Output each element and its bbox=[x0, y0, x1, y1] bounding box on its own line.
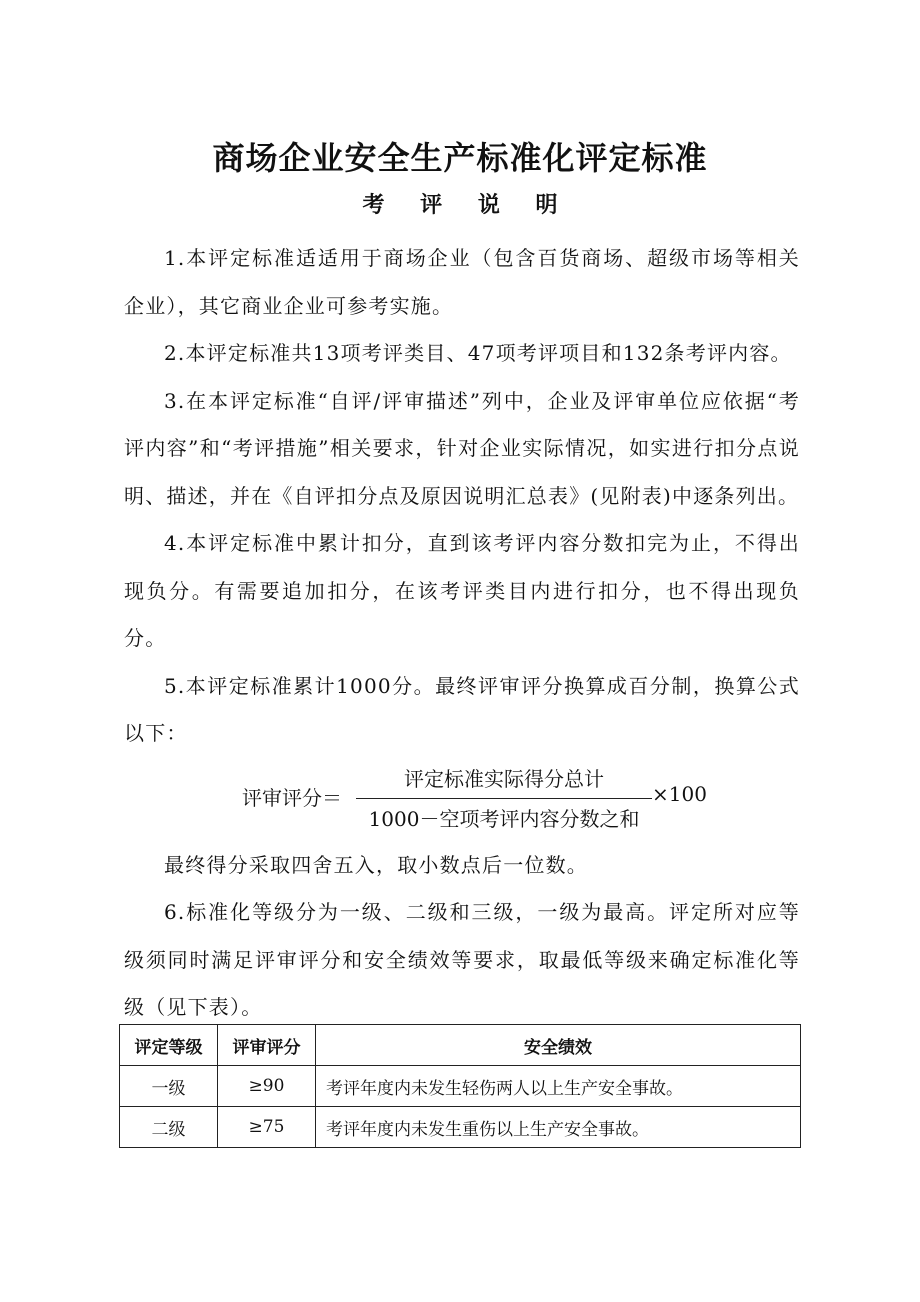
paragraph-3: 3.在本评定标准“自评/评审描述”列中，企业及评审单位应依据“考评内容”和“考评措施”相关要求，针对企业实际情况，如实进行扣分点说明、描述，并在《自评扣分点及原因说明汇总表》(见附表)中逐条列出。 bbox=[124, 388, 800, 508]
paragraph-2: 2.本评定标准共13项考评类目、47项考评项目和132条考评内容。 bbox=[164, 341, 792, 365]
formula-multiplier: ×100 bbox=[652, 781, 707, 806]
rounding-note: 最终得分采取四舍五入，取小数点后一位数。 bbox=[164, 852, 588, 877]
grade-table bbox=[119, 1024, 801, 1148]
formula-numerator: 评定标准实际得分总计 bbox=[404, 766, 604, 791]
cell-grade: 一级 bbox=[120, 1066, 218, 1107]
document-title: 商场企业安全生产标准化评定标准 bbox=[212, 139, 708, 177]
document-body bbox=[124, 235, 800, 1032]
cell-performance: 考评年度内未发生轻伤两人以上生产安全事故。 bbox=[316, 1066, 801, 1107]
cell-performance: 考评年度内未发生重伤以上生产安全事故。 bbox=[316, 1107, 801, 1148]
header-grade: 评定等级 bbox=[120, 1025, 218, 1066]
formula-lhs: 评审评分＝ bbox=[242, 785, 342, 810]
paragraph-4: 4.本评定标准中累计扣分，直到该考评内容分数扣完为止，不得出现负分。有需要追加扣分，在该考评类目内进行扣分，也不得出现负分。 bbox=[124, 531, 800, 650]
paragraph-1: 1.本评定标准适适用于商场企业（包含百货商场、超级市场等相关企业），其它商业企业可参考实施。 bbox=[124, 246, 800, 318]
document-subtitle: 考 评 说 明 bbox=[362, 193, 572, 218]
formula-fraction bbox=[356, 762, 652, 835]
cell-score: ≥90 bbox=[218, 1066, 316, 1107]
paragraph-6: 6.标准化等级分为一级、二级和三级，一级为最高。评定所对应等级须同时满足评审评分和安全绩效等要求，取最低等级来确定标准化等级（见下表）。 bbox=[124, 900, 800, 1019]
table-row bbox=[120, 1107, 801, 1148]
table-header-row bbox=[120, 1025, 801, 1066]
formula-denominator: 1000－空项考评内容分数之和 bbox=[368, 806, 640, 831]
score-formula bbox=[124, 762, 800, 840]
header-performance: 安全绩效 bbox=[316, 1025, 801, 1066]
paragraph-5: 5.本评定标准累计1000分。最终评审评分换算成百分制，换算公式以下： bbox=[124, 673, 800, 745]
table-row bbox=[120, 1066, 801, 1107]
cell-score: ≥75 bbox=[218, 1107, 316, 1148]
cell-grade: 二级 bbox=[120, 1107, 218, 1148]
header-score: 评审评分 bbox=[218, 1025, 316, 1066]
